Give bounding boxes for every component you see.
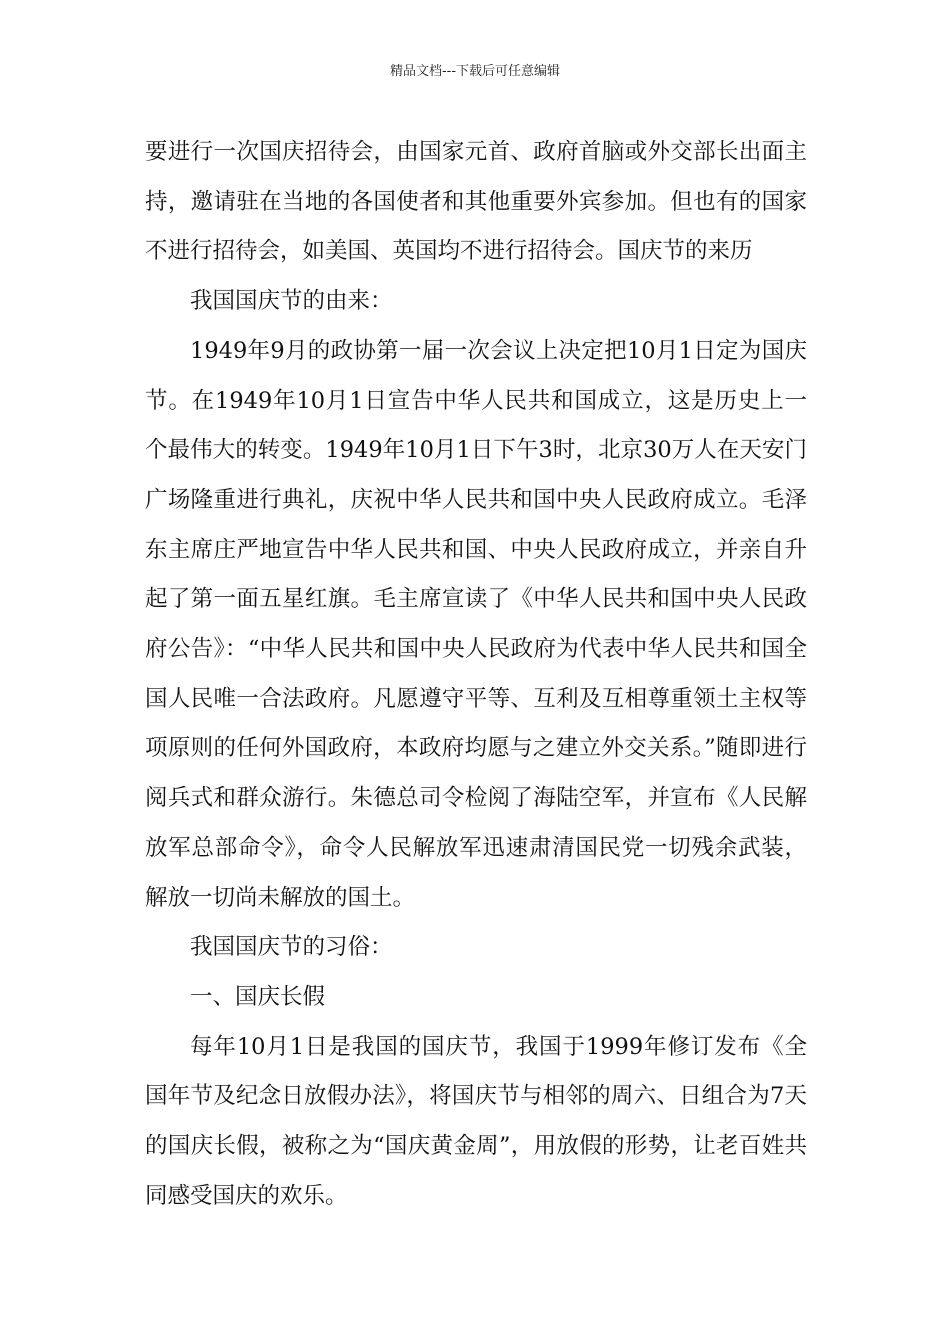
paragraph-origin-history: 1949年9月的政协第一届一次会议上决定把10月1日定为国庆节。在1949年10月1日宣告中华人民共和国成立，这是历史上一个最伟大的转变。1949年10月1日下午3时，北京30万人在天安门广场隆重进行典礼，庆祝中华人民共和国中央人民政府成立。毛泽东主席庄严地宣告中华人民共和国、中央人民政府成立，并亲自升起了第一面五星红旗。毛主席宣读了《中华人民共和国中央人民政府公告》：“中华人民共和国中央人民政府为代表中华人民共和国全国人民唯一合法政府。凡愿遵守平等、互利及互相尊重领土主权等项原则的任何外国政府，本政府均愿与之建立外交关系。”随即进行阅兵式和群众游行。朱德总司令检阅了海陆空军，并宣布《人民解放军总部命令》，命令人民解放军迅速肃清国民党一切残余武装，解放一切尚未解放的国土。 <box>145 337 807 911</box>
heading-national-day-customs: 我国国庆节的习俗： <box>190 934 393 961</box>
page-header: 精品文档---下载后可任意编辑 <box>389 64 561 79</box>
paragraph-intro-continuation: 要进行一次国庆招待会，由国家元首、政府首脑或外交部长出面主持，邀请驻在当地的各国使者和其他重要外宾参加。但也有的国家不进行招待会，如美国、英国均不进行招待会。国庆节的来历 <box>145 139 807 265</box>
subheading-national-day-holiday: 一、国庆长假 <box>190 983 326 1010</box>
paragraph-golden-week: 每年10月1日是我国的国庆节，我国于1999年修订发布《全国年节及纪念日放假办法》，将国庆节与相邻的周六、日组合为7天的国庆长假，被称之为“国庆黄金周”，用放假的形势，让老百姓共同感受国庆的欢乐。 <box>145 1033 807 1209</box>
document-body <box>145 128 807 1221</box>
heading-national-day-origin: 我国国庆节的由来： <box>190 288 393 315</box>
